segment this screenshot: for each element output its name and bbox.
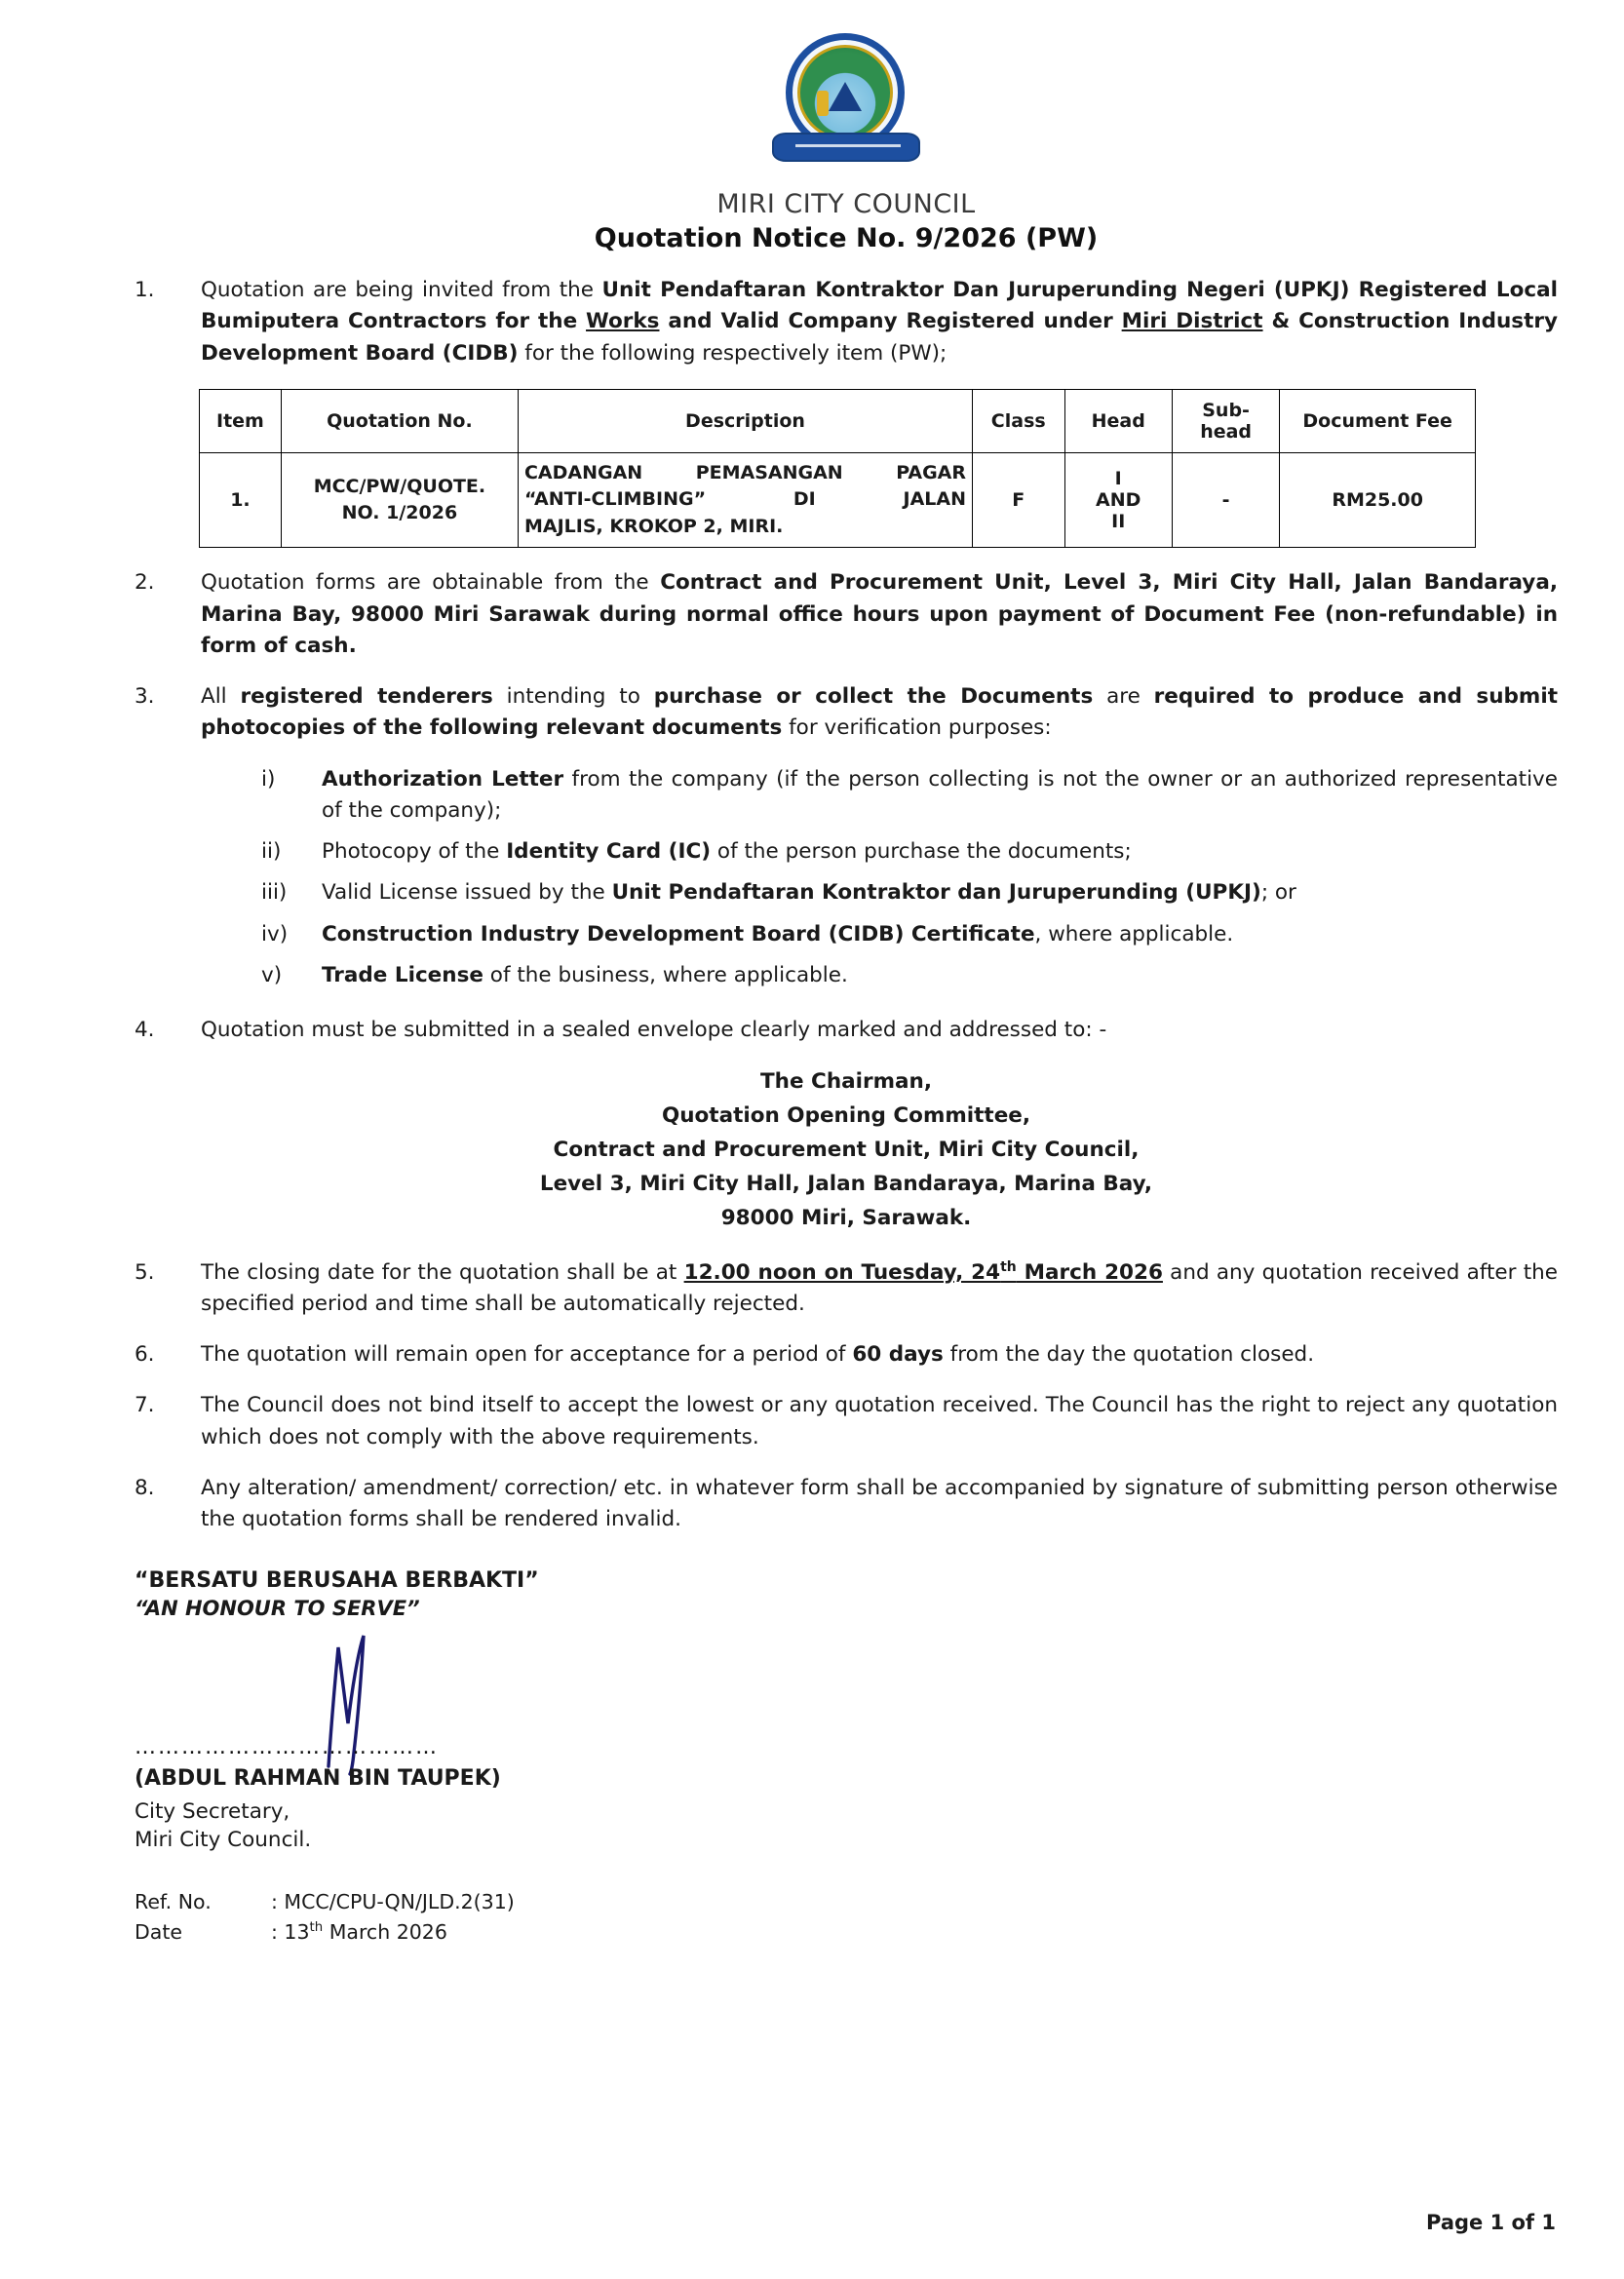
list-item-marker: iv) (261, 921, 289, 946)
cell-quotation-no (281, 452, 518, 548)
list-item (261, 836, 1558, 868)
clause-5-closing-date (684, 1260, 1163, 1285)
miri-city-council-crest-icon (772, 31, 920, 175)
clause-7 (135, 1390, 1558, 1453)
address-line-2: Quotation Opening Committee, (661, 1103, 1031, 1129)
clause-7-text: The Council does not bind itself to accept the lowest or any quotation received. The Council has the right to reject any quotation which does not comply with the above requirements. (201, 1393, 1558, 1449)
clause-8-text: Any alteration/ amendment/ correction/ etc. in whatever form shall be accompanied by signature of submitting person otherwise the quotation forms shall be rendered invalid. (201, 1475, 1558, 1532)
document-content (135, 25, 1558, 1948)
list-item-text (322, 877, 1558, 908)
signatory-role-line-1: City Secretary, (135, 1799, 290, 1825)
list-item-4-text: of the business, where applicable. (483, 962, 848, 987)
cell-description-line1: CADANGAN PEMASANGAN PAGAR (523, 461, 967, 483)
list-item-0-text: from the company (if the person collecting is not the owner or an authorized representative of the company); (322, 766, 1558, 823)
reference-number-row (135, 1887, 1558, 1917)
list-item-2-pre: Valid License issued by the (322, 880, 612, 906)
signatory-name: (ABDUL RAHMAN BIN TAUPEK) (135, 1766, 501, 1792)
clause-1-bold-2: and Valid Company Registered under (659, 309, 1122, 334)
clause-5-text (201, 1257, 1558, 1321)
reference-date-pre: : 13 (271, 1920, 310, 1945)
clause-1-text (201, 275, 1558, 369)
clause-3 (135, 681, 1558, 745)
logo-container (135, 31, 1558, 175)
list-item-text (322, 919, 1558, 950)
table-header-document-fee: Document Fee (1280, 389, 1476, 452)
signature-dotted-line: ………………………………… (135, 1735, 439, 1760)
clause-6-text (201, 1339, 1558, 1371)
clause-3-bold-2: purchase or collect the Documents (653, 684, 1094, 710)
list-item-marker: i) (261, 766, 276, 792)
cell-head-line1: I (1114, 468, 1122, 490)
list-item-3-bold: Construction Industry Development Board (CIDB) Certificate (322, 921, 1035, 946)
clause-3-part-1: All (201, 684, 241, 710)
list-item (261, 764, 1558, 828)
clause-1-bold-underline-miri-district: Miri District (1121, 309, 1263, 334)
cell-description-line3: MAJLIS, KROKOP 2, MIRI. (523, 515, 784, 537)
organisation-name: MIRI CITY COUNCIL (716, 189, 976, 219)
crest-banner-text-line (795, 144, 901, 147)
crest-inner-emblem (797, 45, 893, 140)
clause-2 (135, 567, 1558, 662)
cell-head-line3: II (1111, 511, 1126, 533)
list-item-text (322, 836, 1558, 868)
clause-6-bold-1: 60 days (852, 1342, 944, 1368)
clause-4-number: 4. (135, 1018, 155, 1043)
clause-6-number: 6. (135, 1342, 155, 1368)
list-item (261, 877, 1558, 908)
clause-2-number: 2. (135, 570, 155, 596)
clause-3-part-4: for verification purposes: (782, 715, 1052, 741)
cell-item: 1. (200, 452, 282, 548)
address-line-3: Contract and Procurement Unit, Miri City Council, (553, 1138, 1140, 1163)
signature-area (135, 1630, 1558, 1796)
table-header-item: Item (200, 389, 282, 452)
cell-subhead: - (1172, 452, 1279, 548)
reference-date-sup: th (309, 1920, 324, 1936)
clause-1-bold-1: Unit Pendaftaran Kontraktor Dan Juruperunding Negeri (UPKJ) Registered Local Bumiputera Contractors for the (201, 278, 1558, 334)
clause-7-number: 7. (135, 1393, 155, 1418)
page-number: Page 1 of 1 (1426, 2211, 1556, 2234)
clause-3-part-2: intending to (492, 684, 654, 710)
clause-6-part-2: from the day the quotation closed. (943, 1342, 1315, 1368)
clause-1-bold-underline-works: Works (586, 309, 660, 334)
reference-number-label: Ref. No. (135, 1890, 212, 1914)
list-item-2-text: ; or (1260, 880, 1296, 906)
reference-date-value (271, 1917, 1558, 1948)
clause-5-date-sup: th (1000, 1258, 1017, 1275)
reference-number-value: : MCC/CPU-QN/JLD.2(31) (271, 1890, 515, 1914)
cell-head-line2: AND (1096, 489, 1141, 512)
table-header-subhead (1172, 389, 1279, 452)
cell-quotation-no-line2: NO. 1/2026 (341, 502, 458, 524)
motto-line-2: “AN HONOUR TO SERVE” (135, 1597, 420, 1621)
clause-6-part-1: The quotation will remain open for acceptance for a period of (201, 1342, 853, 1368)
cell-description-line2: “ANTI-CLIMBING” DI JALAN (523, 488, 967, 511)
reference-date-post: March 2026 (323, 1920, 447, 1945)
list-item-text (322, 960, 1558, 991)
crest-banner (772, 133, 920, 162)
list-item-3-text: , where applicable. (1034, 921, 1234, 946)
table-header-row (200, 389, 1476, 452)
clause-5-part-2: and any quotation received after the specified period and time shall be automatically rejected. (201, 1259, 1558, 1316)
clause-3-part-3: are (1093, 684, 1154, 710)
table-header-subhead-line2: head (1200, 420, 1253, 443)
clause-3-text (201, 681, 1558, 745)
quotation-table-wrapper (199, 389, 1476, 549)
clause-5-date-pre: 12.00 noon on Tuesday, 24 (683, 1259, 1001, 1285)
clause-1-number: 1. (135, 278, 155, 302)
clause-4-text: Quotation must be submitted in a sealed envelope clearly marked and addressed to: - (201, 1018, 1107, 1043)
list-item-1-pre: Photocopy of the (322, 839, 507, 865)
list-item-marker: ii) (261, 839, 282, 865)
clause-3-bold-1: registered tenderers (240, 684, 493, 710)
cell-class: F (973, 452, 1064, 548)
list-item (261, 919, 1558, 950)
clause-1 (135, 275, 1558, 369)
signatory-role (135, 1797, 1558, 1854)
table-header-class: Class (973, 389, 1064, 452)
clause-5 (135, 1257, 1558, 1321)
table-header-description: Description (518, 389, 972, 452)
clause-1-part-2: for the following respectively item (PW); (518, 340, 947, 366)
reference-block (135, 1887, 1558, 1948)
list-item-4-bold: Trade License (322, 962, 483, 987)
table-header-subhead-line1: Sub- (1202, 399, 1250, 421)
address-line-5: 98000 Miri, Sarawak. (720, 1205, 972, 1230)
cell-document-fee: RM25.00 (1280, 452, 1476, 548)
cell-head (1064, 452, 1172, 548)
signatory-role-line-2: Miri City Council. (135, 1828, 312, 1853)
list-item-1-text: of the person purchase the documents; (711, 839, 1132, 865)
clause-3-number: 3. (135, 684, 155, 710)
clause-4 (135, 1015, 1558, 1046)
motto-line-1: “BERSATU BERUSAHA BERBAKTI” (135, 1568, 539, 1594)
list-item-marker: iii) (261, 880, 288, 906)
page-title: Quotation Notice No. 9/2026 (PW) (594, 223, 1099, 253)
clause-2-text (201, 567, 1558, 662)
table-row (200, 452, 1476, 548)
clause-6 (135, 1339, 1558, 1371)
cell-description (518, 452, 972, 548)
clause-1-part-1: Quotation are being invited from the (201, 278, 602, 302)
submission-address (135, 1065, 1558, 1235)
documents-list (261, 764, 1558, 992)
clause-1-bold-3: & Construction Industry Development Board (CIDB) (201, 309, 1558, 366)
clause-3-bold-3: required to produce and submit photocopies of the following relevant documents (201, 684, 1558, 741)
list-item (261, 960, 1558, 991)
address-line-1: The Chairman, (760, 1069, 932, 1095)
list-item-marker: v) (261, 962, 283, 987)
clause-2-bold-1: Contract and Procurement Unit, Level 3, Miri City Hall, Jalan Bandaraya, Marina Bay, 98000 Miri Sarawak during normal office hours upon payment of Document Fee (non-refundable) in form of cash. (201, 570, 1558, 658)
clause-5-number: 5. (135, 1259, 155, 1285)
clause-8-number: 8. (135, 1475, 155, 1500)
clause-5-date-post: March 2026 (1016, 1259, 1163, 1285)
table-header-quotation-no: Quotation No. (281, 389, 518, 452)
quotation-table (199, 389, 1476, 549)
reference-date-label: Date (135, 1920, 182, 1945)
clause-8 (135, 1473, 1558, 1536)
list-item-2-bold: Unit Pendaftaran Kontraktor dan Juruperunding (UPKJ) (611, 880, 1261, 906)
table-header-head: Head (1064, 389, 1172, 452)
cell-quotation-no-line1: MCC/PW/QUOTE. (313, 475, 486, 497)
reference-date-row (135, 1917, 1558, 1948)
list-item-1-bold: Identity Card (IC) (506, 839, 712, 865)
list-item-0-bold: Authorization Letter (322, 766, 564, 792)
address-line-4: Level 3, Miri City Hall, Jalan Bandaraya, Marina Bay, (539, 1171, 1153, 1196)
clause-2-part-1: Quotation forms are obtainable from the (201, 570, 661, 596)
clause-5-part-1: The closing date for the quotation shall be at (201, 1259, 684, 1285)
list-item-text (322, 764, 1558, 828)
